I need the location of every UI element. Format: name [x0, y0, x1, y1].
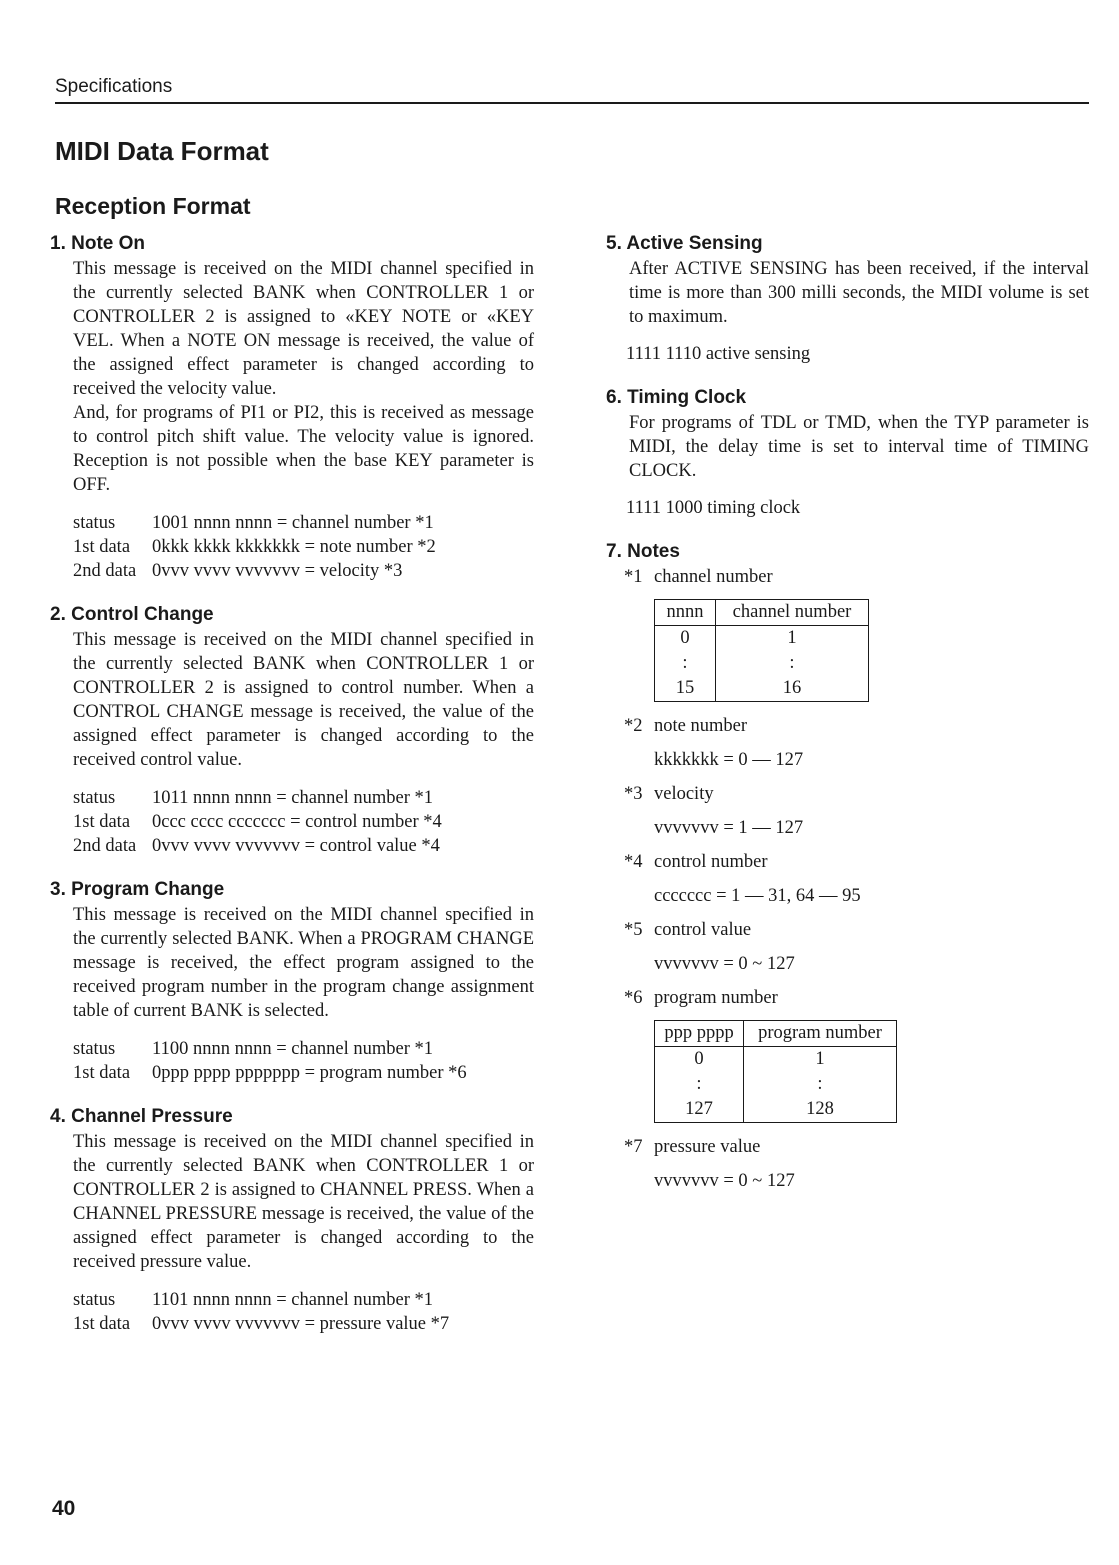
data-value: 1001 nnnn nnnn = channel number *1: [152, 513, 434, 533]
note-range: vvvvvvv = 0 ~ 127: [654, 954, 795, 974]
right-column: [606, 231, 1089, 1212]
data-value: 0ccc cccc ccccccc = control number *4: [152, 812, 442, 832]
data-row: [73, 1312, 534, 1336]
paragraph: After ACTIVE SENSING has been received, if the interval time is more than 300 milli seconds, the MIDI volume is set to maximum.: [629, 259, 1089, 327]
data-format: 1111 1110 active sensing: [626, 344, 811, 364]
data-label: 2nd data: [73, 561, 137, 581]
data-label: status: [73, 513, 116, 533]
data-value: 1011 nnnn nnnn = channel number *1: [152, 788, 434, 808]
note-line: [606, 918, 1089, 942]
note-program-number: [606, 986, 1089, 1123]
section-heading: 1. Note On: [50, 233, 146, 254]
data-row: [73, 810, 534, 834]
section-heading: 2. Control Change: [50, 604, 214, 625]
section-body: [50, 903, 534, 1023]
table-header: nnnn: [655, 600, 716, 626]
table-cell: :: [744, 1072, 897, 1097]
note-marker: *1: [624, 567, 643, 587]
note-label: velocity: [654, 784, 714, 804]
note-marker: *7: [624, 1137, 643, 1157]
data-format: [50, 1037, 534, 1085]
header-rule: [55, 102, 1089, 104]
data-row: [73, 834, 534, 858]
table-cell: 15: [655, 676, 716, 702]
timing-clock-section: [606, 385, 1089, 520]
note-pressure-value: [606, 1135, 1089, 1193]
table-cell: :: [716, 651, 869, 676]
section-title: Reception Format: [55, 193, 251, 219]
note-label: control number: [654, 852, 768, 872]
note-line: [606, 714, 1089, 738]
table-row: [655, 626, 869, 652]
note-label: program number: [654, 988, 778, 1008]
section-body: [50, 1130, 534, 1274]
data-label: 2nd data: [73, 836, 137, 856]
left-column: [50, 231, 534, 1355]
table-cell: :: [655, 1072, 744, 1097]
table-header: ppp pppp: [655, 1021, 744, 1047]
data-label: 1st data: [73, 812, 131, 832]
program-change-section: [50, 877, 534, 1085]
data-value: 0ppp pppp ppppppp = program number *6: [152, 1063, 467, 1083]
table-cell: 1: [744, 1047, 897, 1073]
note-note-number: [606, 714, 1089, 772]
section-body: [50, 628, 534, 772]
paragraph: And, for programs of PI1 or PI2, this is received as message to control pitch shift value. The velocity value is ignored. Reception is not possible when the base KEY parameter is OFF.: [73, 403, 534, 495]
note-marker: *4: [624, 852, 643, 872]
page-title: MIDI Data Format: [55, 136, 269, 166]
data-value: 0vvv vvvv vvvvvvv = velocity *3: [152, 561, 403, 581]
note-line: [606, 850, 1089, 874]
table-row: [655, 1097, 897, 1123]
table-cell: 127: [655, 1097, 744, 1123]
data-row: [73, 1061, 534, 1085]
table-cell: 0: [655, 1047, 744, 1073]
paragraph: For programs of TDL or TMD, when the TYP parameter is MIDI, the delay time is set to interval time of TIMING CLOCK.: [629, 413, 1089, 481]
paragraph: This message is received on the MIDI channel specified in the currently selected BANK when CONTROLLER 1 or CONTROLLER 2 is assigned to CHANNEL PRESS. When a CHANNEL PRESSURE message is received, the value of the assigned effect parameter is changed according to the received pressure value.: [73, 1132, 534, 1272]
data-value: 1100 nnnn nnnn = channel number *1: [152, 1039, 434, 1059]
data-value: 0vvv vvvv vvvvvvv = pressure value *7: [152, 1314, 450, 1334]
data-label: 1st data: [73, 1314, 131, 1334]
data-row: [73, 511, 534, 535]
control-change-section: [50, 602, 534, 858]
section-heading: 7. Notes: [606, 541, 680, 562]
note-range: vvvvvvv = 0 ~ 127: [654, 1171, 795, 1191]
section-heading: 5. Active Sensing: [606, 233, 763, 254]
note-control-number: [606, 850, 1089, 908]
section-heading: 3. Program Change: [50, 879, 225, 900]
note-line: [606, 782, 1089, 806]
note-line: [606, 986, 1089, 1010]
section-body: [606, 411, 1089, 483]
section-heading: 6. Timing Clock: [606, 387, 747, 408]
table-header: channel number: [716, 600, 869, 626]
data-format: [50, 786, 534, 858]
note-channel-number: [606, 565, 1089, 702]
data-format: [50, 511, 534, 583]
note-range: kkkkkkk = 0 — 127: [654, 750, 804, 770]
note-marker: *2: [624, 716, 643, 736]
table-row: [655, 651, 869, 676]
data-label: status: [73, 1290, 116, 1310]
note-label: note number: [654, 716, 747, 736]
note-label: pressure value: [654, 1137, 761, 1157]
channel-pressure-section: [50, 1104, 534, 1336]
table-row: [655, 1047, 897, 1073]
program-number-table: [654, 1020, 897, 1123]
table-row: [655, 676, 869, 702]
note-line: [606, 565, 1089, 589]
note-velocity: [606, 782, 1089, 840]
note-line: [606, 1135, 1089, 1159]
channel-number-table: [654, 599, 869, 702]
note-label: control value: [654, 920, 752, 940]
note-label: channel number: [654, 567, 773, 587]
data-value: 0vvv vvvv vvvvvvv = control value *4: [152, 836, 440, 856]
header-label: Specifications: [55, 76, 173, 97]
paragraph: This message is received on the MIDI channel specified in the currently selected BANK when CONTROLLER 1 or CONTROLLER 2 is assigned to «KEY NOTE or «KEY VEL. When a NOTE ON message is received, the value of the assigned effect parameter is changed according to received the velocity value.: [73, 259, 534, 399]
data-row: [73, 1288, 534, 1312]
table-header-row: [655, 600, 869, 626]
note-marker: *3: [624, 784, 643, 804]
data-row: [73, 786, 534, 810]
notes-section: [606, 539, 1089, 1193]
data-value: 1101 nnnn nnnn = channel number *1: [152, 1290, 434, 1310]
data-row: [73, 535, 534, 559]
paragraph: This message is received on the MIDI channel specified in the currently selected BANK when CONTROLLER 1 or CONTROLLER 2 is assigned to control number. When a CONTROL CHANGE message is received, the value of the assigned effect parameter is changed according to the received control value.: [73, 630, 534, 770]
table-cell: 0: [655, 626, 716, 652]
table-header-row: [655, 1021, 897, 1047]
note-marker: *6: [624, 988, 643, 1008]
table-header: program number: [744, 1021, 897, 1047]
table-row: [655, 1072, 897, 1097]
data-row: [73, 1037, 534, 1061]
table-cell: 16: [716, 676, 869, 702]
note-range: vvvvvvv = 1 — 127: [654, 818, 804, 838]
note-marker: *5: [624, 920, 643, 940]
data-format: 1111 1000 timing clock: [626, 498, 801, 518]
data-label: 1st data: [73, 1063, 131, 1083]
data-label: 1st data: [73, 537, 131, 557]
table-cell: 128: [744, 1097, 897, 1123]
data-label: status: [73, 788, 116, 808]
note-on-section: [50, 231, 534, 583]
note-control-value: [606, 918, 1089, 976]
section-heading: 4. Channel Pressure: [50, 1106, 233, 1127]
note-range: ccccccc = 1 — 31, 64 — 95: [654, 886, 861, 906]
data-value: 0kkk kkkk kkkkkkk = note number *2: [152, 537, 436, 557]
paragraph: This message is received on the MIDI channel specified in the currently selected BANK. When a PROGRAM CHANGE message is received, the effect program assigned to the received program number in the program change assignment table of current BANK is selected.: [73, 905, 534, 1021]
page-number: 40: [52, 1497, 76, 1520]
active-sensing-section: [606, 231, 1089, 366]
table-cell: 1: [716, 626, 869, 652]
section-body: [50, 257, 534, 497]
data-label: status: [73, 1039, 116, 1059]
data-format: [50, 1288, 534, 1336]
table-cell: :: [655, 651, 716, 676]
section-body: [606, 257, 1089, 329]
data-row: [73, 559, 534, 583]
